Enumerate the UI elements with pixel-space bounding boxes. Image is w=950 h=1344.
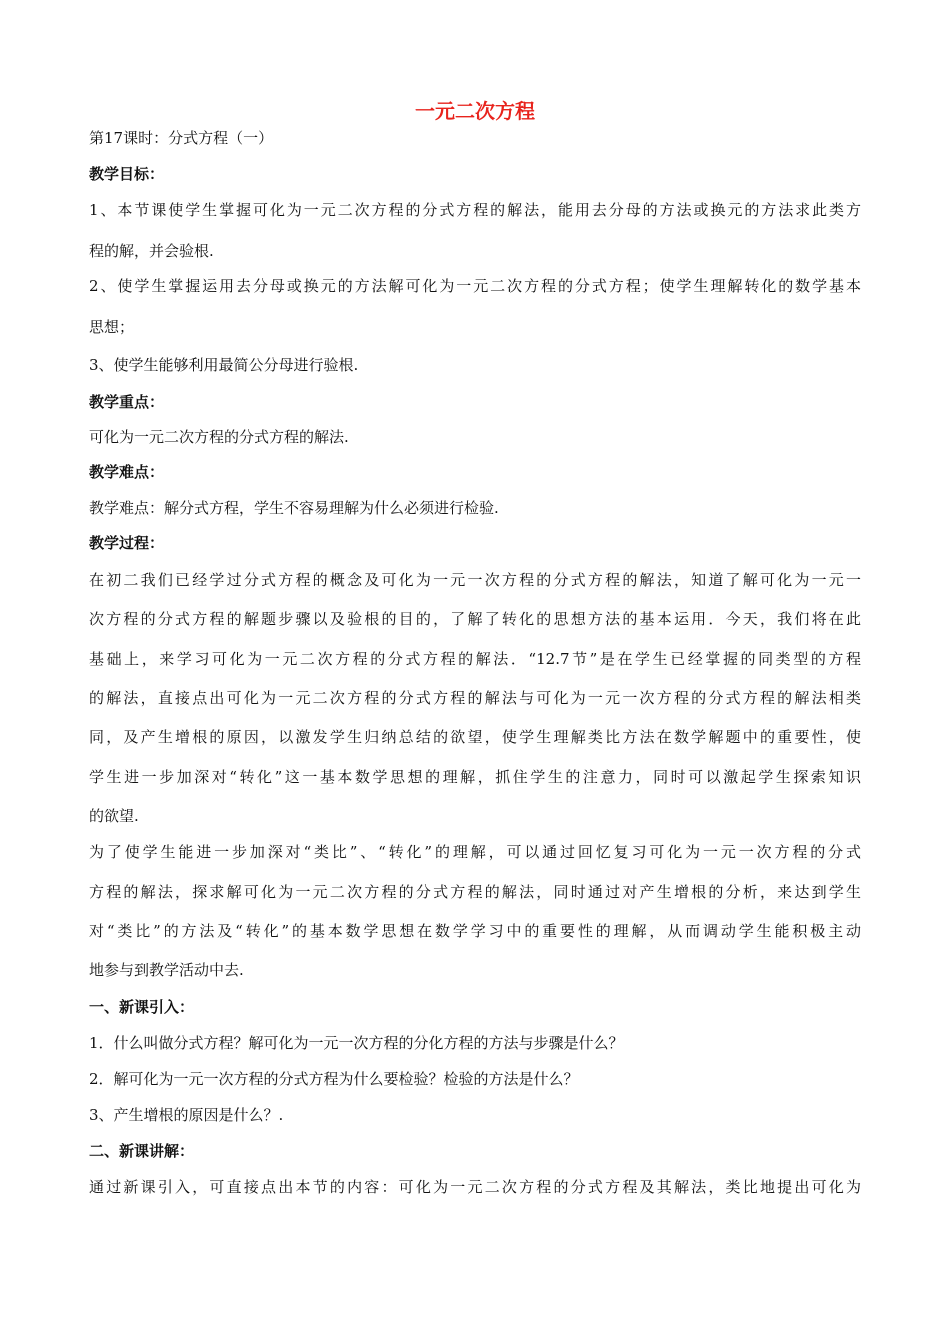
process-line: 为了使学生能进一步加深对“类比”、“转化”的理解，可以通过回忆复习可化为一元一次方程的分式 [89,843,861,861]
objectives-heading: 教学目标： [89,165,165,183]
process-line: 地参与到教学活动中去. [89,961,244,979]
process-line: 方程的解法，探求解可化为一元二次方程的分式方程的解法，同时通过对产生增根的分析，来达到学生 [89,883,861,901]
intro-question: 3、产生增根的原因是什么？. [89,1106,284,1124]
objective-line: 1、本节课使学生掌握可化为一元二次方程的分式方程的解法，能用去分母的方法或换元的方法求此类方 [89,201,861,219]
process-line: 的欲望. [89,807,139,825]
difficulty-text: 教学难点：解分式方程，学生不容易理解为什么必须进行检验. [89,499,499,517]
document-title: 一元二次方程 [415,99,535,123]
intro-question: 1．什么叫做分式方程？解可化为一元一次方程的分化方程的方法与步骤是什么？ [89,1034,624,1052]
lecture-heading: 二、新课讲解： [89,1142,195,1160]
key-point-heading: 教学重点： [89,393,165,411]
intro-question: 2．解可化为一元一次方程的分式方程为什么要检验？检验的方法是什么？ [89,1070,579,1088]
process-line: 同，及产生增根的原因，以激发学生归纳总结的欲望，使学生理解类比方法在数学解题中的重要性，使 [89,728,861,746]
difficulty-heading: 教学难点： [89,463,165,481]
objective-line: 2、使学生掌握运用去分母或换元的方法解可化为一元二次方程的分式方程；使学生理解转化的数学基本 [89,277,861,295]
objective-line: 3、使学生能够利用最简公分母进行验根. [89,356,359,374]
process-line: 在初二我们已经学过分式方程的概念及可化为一元一次方程的分式方程的解法，知道了解可化为一元一 [89,571,861,589]
process-line: 的解法，直接点出可化为一元二次方程的分式方程的解法与可化为一元一次方程的分式方程的解法相类 [89,689,861,707]
process-heading: 教学过程： [89,534,165,552]
lesson-subtitle: 第17课时：分式方程（一） [89,129,274,147]
process-line: 次方程的分式方程的解题步骤以及验根的目的，了解了转化的思想方法的基本运用．今天，我们将在此 [89,610,861,628]
objective-line: 程的解，并会验根. [89,242,214,260]
objective-line: 思想； [89,318,135,336]
process-line: 学生进一步加深对“转化”这一基本数学思想的理解，抓住学生的注意力，同时可以激起学生探索知识 [89,768,861,786]
lecture-line: 通过新课引入，可直接点出本节的内容：可化为一元二次方程的分式方程及其解法，类比地提出可化为 [89,1178,861,1196]
process-line: 对“类比”的方法及“转化”的基本数学思想在数学学习中的重要性的理解，从而调动学生能积极主动 [89,922,861,940]
key-point-text: 可化为一元二次方程的分式方程的解法. [89,428,349,446]
process-line: 基础上，来学习可化为一元二次方程的分式方程的解法．“12.7节”是在学生已经掌握的同类型的方程 [89,650,861,668]
intro-heading: 一、新课引入： [89,998,195,1016]
